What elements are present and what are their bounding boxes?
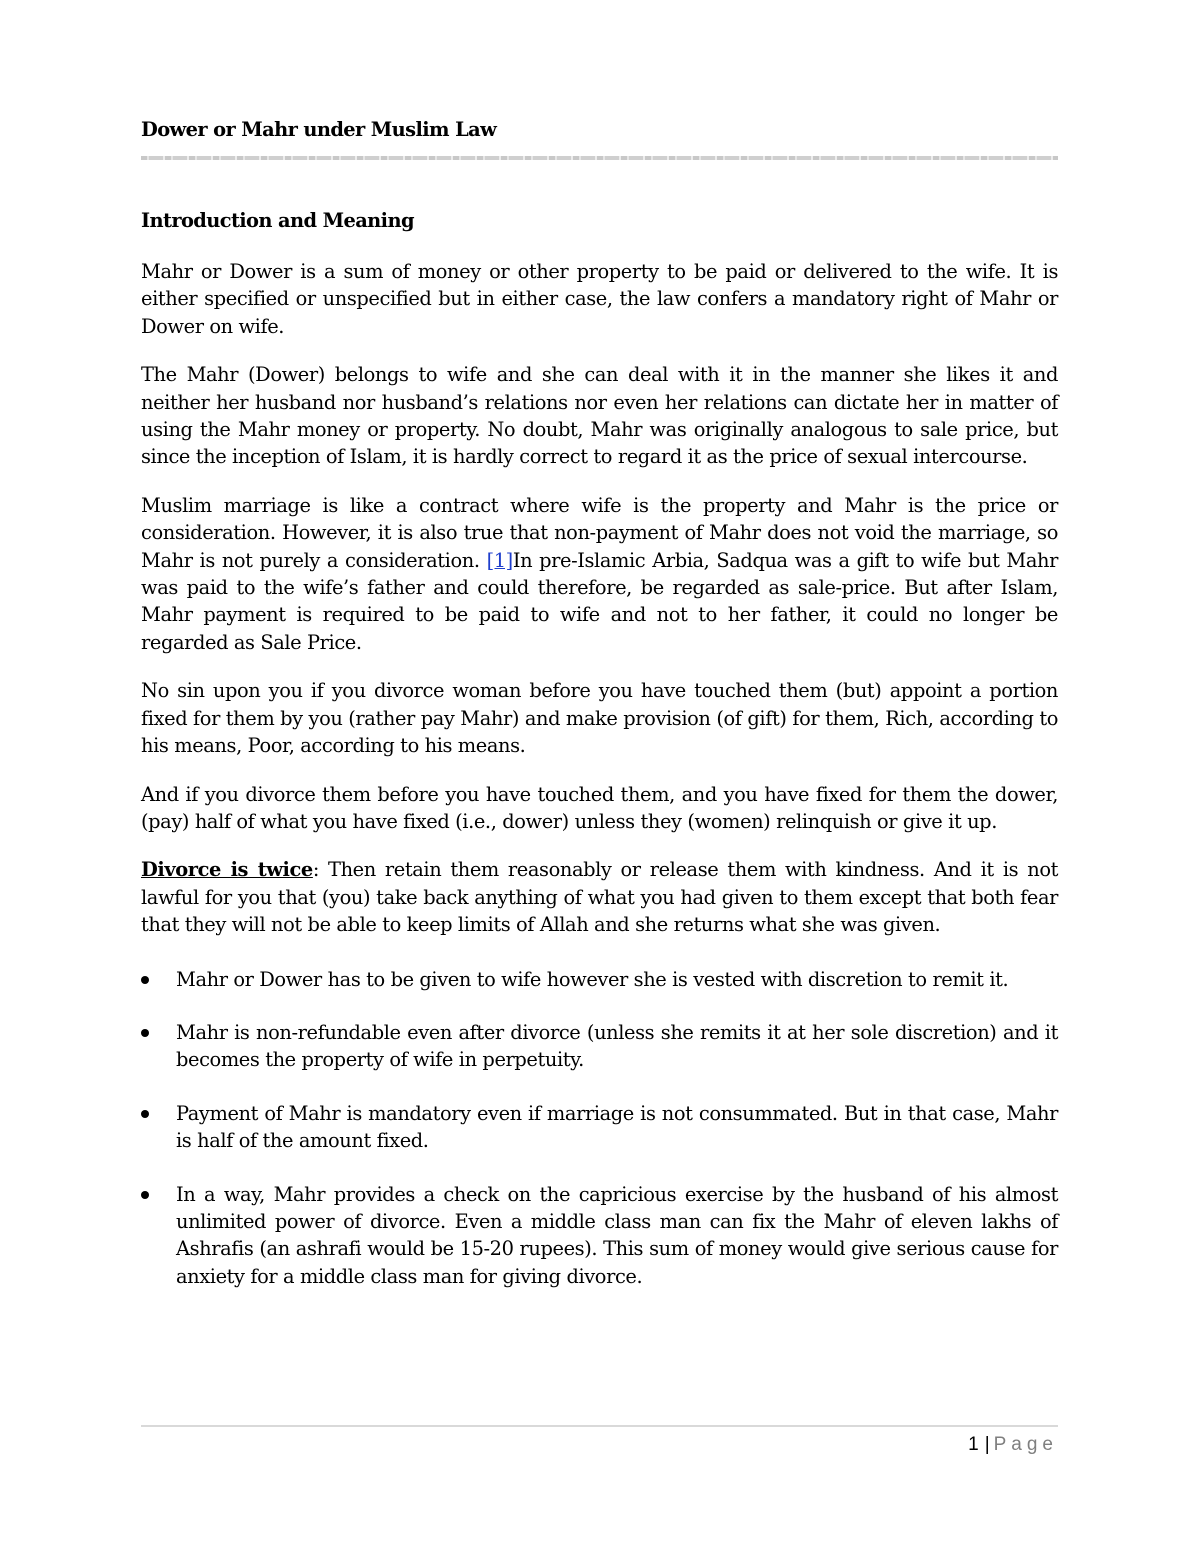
section-heading: Introduction and Meaning xyxy=(141,209,414,232)
footer-separator: | xyxy=(984,1434,990,1455)
list-item xyxy=(141,966,1058,993)
paragraph-3-text-after: In pre-Islamic Arbia, Sadqua was a gift to wife but Mahr was paid to the wife’s father and could therefore, be regarded as sale-price. But after Islam, Mahr payment is required to be paid to wife and not to her father, it could no longer be regarded as Sale Price. xyxy=(141,548,1058,654)
bullet-icon xyxy=(141,1191,149,1199)
page-label: Page xyxy=(993,1434,1058,1455)
paragraph-3-text-before: Muslim marriage is like a contract where wife is the property and Mahr is the price or consideration. However, it is also true that non-payment of Mahr does not void the marriage, so Mahr is not purely a consideration. xyxy=(141,493,1058,572)
page-footer xyxy=(141,1431,1058,1459)
bullet-icon xyxy=(141,1110,149,1118)
list-item-text: In a way, Mahr provides a check on the capricious exercise by the husband of his almost unlimited power of divorce. Even a middle class man can fix the Mahr of eleven lakhs of Ashrafis (an ashrafi would be 15-20 rupees). This sum of money would give serious cause for anxiety for a middle class man for giving divorce. xyxy=(176,1182,1058,1288)
paragraph-5: And if you divorce them before you have touched them, and you have fixed for them the dower, (pay) half of what you have fixed (i.e., dower) unless they (women) relinquish or give it up. xyxy=(141,782,1058,833)
list-item-text: Payment of Mahr is mandatory even if marriage is not consummated. But in that case, Mahr is half of the amount fixed. xyxy=(176,1101,1058,1153)
list-item xyxy=(141,1100,1058,1155)
document-body xyxy=(141,114,1058,1290)
list-item xyxy=(141,1019,1058,1074)
list-item-text: Mahr or Dower has to be given to wife however she is vested with discretion to remit it. xyxy=(176,967,1009,991)
list-item-text: Mahr is non-refundable even after divorce (unless she remits it at her sole discretion) and it becomes the property of wife in perpetuity. xyxy=(176,1020,1058,1072)
title-divider xyxy=(141,156,1058,160)
page-number: 1 xyxy=(968,1434,979,1455)
paragraph-3 xyxy=(141,492,1058,656)
bullet-icon xyxy=(141,1029,149,1037)
footer-divider xyxy=(141,1425,1058,1427)
document-title: Dower or Mahr under Muslim Law xyxy=(141,118,497,141)
footnote-link[interactable]: [1] xyxy=(486,548,513,572)
divorce-is-twice-label: Divorce is twice xyxy=(141,858,313,882)
paragraph-4: No sin upon you if you divorce woman before you have touched them (but) appoint a portion fixed for them by you (rather pay Mahr) and make provision (of gift) for them, Rich, according to his means, Poor, according to his means. xyxy=(141,679,1058,758)
paragraph-2: The Mahr (Dower) belongs to wife and she can deal with it in the manner she likes it and neither her husband nor husband’s relations nor even her relations can dictate her in matter of using the Mahr money or property. No doubt, Mahr was originally analogous to sale price, but since the inception of Islam, it is hardly correct to regard it as the price of sexual intercourse. xyxy=(141,363,1058,469)
bullet-list xyxy=(141,966,1058,1291)
bullet-icon xyxy=(141,976,149,984)
paragraph-1: Mahr or Dower is a sum of money or other property to be paid or delivered to the wife. It is either specified or unspecified but in either case, the law confers a mandatory right of Mahr or Dower on wife. xyxy=(141,260,1058,338)
list-item xyxy=(141,1181,1058,1291)
paragraph-6-text: : Then retain them reasonably or release them with kindness. And it is not lawful for you that (you) take back anything of what you had given to them except that both fear that they will not be able to keep limits of Allah and she returns what she was given. xyxy=(141,858,1059,937)
paragraph-6 xyxy=(141,856,1058,938)
